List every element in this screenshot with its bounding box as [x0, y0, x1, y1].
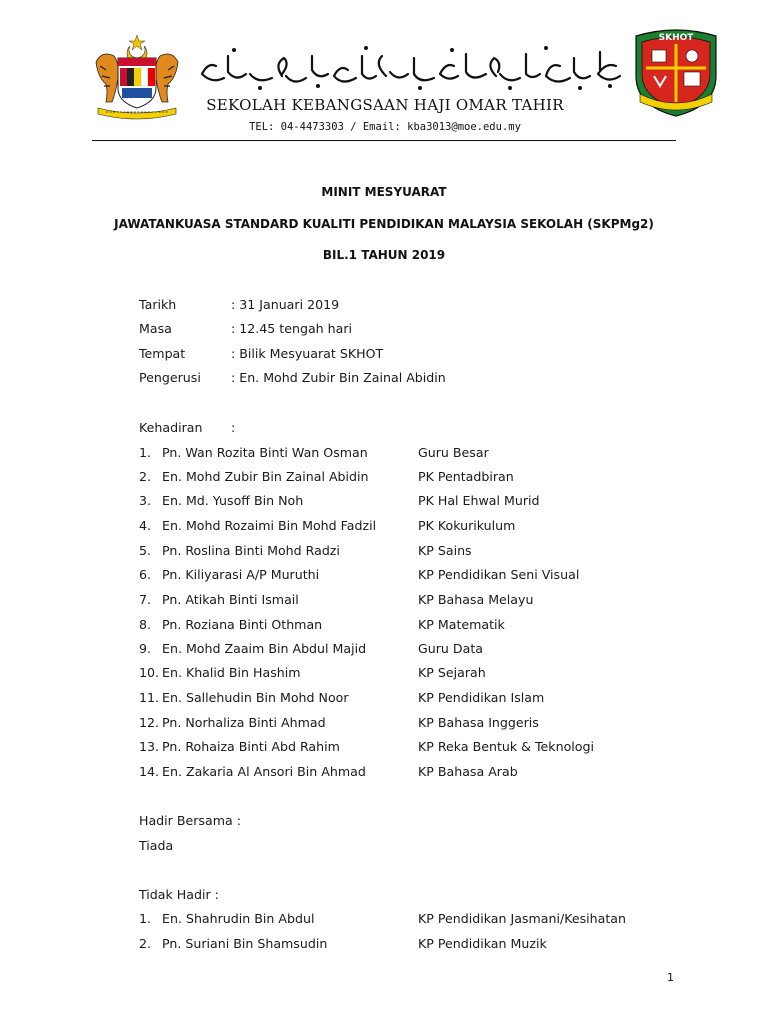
school-contact: TEL: 04-4473303 / Email: kba3013@moe.edu.my [249, 121, 521, 133]
malaysia-coat-of-arms-icon [92, 32, 182, 122]
attendance-colon: : [231, 420, 236, 435]
attendee-name: Pn. Atikah Binti Ismail [162, 592, 299, 607]
header-divider [92, 140, 676, 141]
attendee-name: En. Mohd Zaaim Bin Abdul Majid [162, 641, 367, 656]
badge-text: SKHOT [658, 33, 694, 43]
list-item-number: 1. [139, 445, 152, 460]
attendee-role: KP Bahasa Arab [418, 764, 518, 779]
list-item-number: 7. [139, 592, 152, 607]
absentee-name: En. Shahrudin Bin Abdul [162, 911, 315, 926]
attendee-name: Pn. Kiliyarasi A/P Muruthi [162, 567, 320, 582]
reference-number: BIL.1 TAHUN 2019 [322, 248, 446, 262]
absentee-role: KP Pendidikan Muzik [418, 936, 547, 951]
guests-value: Tiada [139, 838, 174, 853]
absentee-role: KP Pendidikan Jasmani/Kesihatan [418, 911, 626, 926]
attendee-role: Guru Data [418, 641, 483, 656]
list-item-number: 2. [139, 936, 152, 951]
attendee-name: Pn. Rohaiza Binti Abd Rahim [162, 739, 340, 754]
list-item-number: 2. [139, 469, 152, 484]
attendee-role: KP Sains [418, 543, 472, 558]
attendee-name: Pn. Wan Rozita Binti Wan Osman [162, 445, 368, 460]
attendee-role: PK Pentadbiran [418, 469, 514, 484]
page-number: 1 [667, 971, 674, 984]
list-item-number: 10. [139, 665, 160, 680]
attendee-name: En. Sallehudin Bin Mohd Noor [162, 690, 349, 705]
date-value: : 31 Januari 2019 [231, 297, 340, 312]
attendee-role: Guru Besar [418, 445, 489, 460]
attendee-name: En. Mohd Rozaimi Bin Mohd Fadzil [162, 518, 377, 533]
list-item-number: 6. [139, 567, 152, 582]
attendee-name: Pn. Roslina Binti Mohd Radzi [162, 543, 340, 558]
school-badge-icon [632, 28, 720, 118]
attendee-name: En. Zakaria Al Ansori Bin Ahmad [162, 764, 366, 779]
list-item-number: 14. [139, 764, 160, 779]
school-name: SEKOLAH KEBANGSAAN HAJI OMAR TAHIR [206, 96, 564, 114]
attendee-role: KP Pendidikan Islam [418, 690, 545, 705]
attendee-role: PK Hal Ehwal Murid [418, 493, 540, 508]
attendee-role: KP Bahasa Inggeris [418, 715, 539, 730]
list-item-number: 12. [139, 715, 160, 730]
guests-heading: Hadir Bersama : [139, 813, 241, 828]
chair-label: Pengerusi [139, 370, 201, 385]
attendee-role: KP Bahasa Melayu [418, 592, 534, 607]
attendee-role: PK Kokurikulum [418, 518, 516, 533]
absent-heading: Tidak Hadir : [139, 887, 219, 902]
attendance-heading: Kehadiran [139, 420, 203, 435]
attendee-name: En. Mohd Zubir Bin Zainal Abidin [162, 469, 369, 484]
list-item-number: 11. [139, 690, 160, 705]
time-value: : 12.45 tengah hari [231, 321, 353, 336]
attendee-role: KP Reka Bentuk & Teknologi [418, 739, 594, 754]
list-item-number: 4. [139, 518, 152, 533]
attendee-name: En. Md. Yusoff Bin Noh [162, 493, 304, 508]
jawi-script-icon [190, 40, 630, 98]
attendee-role: KP Pendidikan Seni Visual [418, 567, 580, 582]
absentee-name: Pn. Suriani Bin Shamsudin [162, 936, 328, 951]
attendee-name: Pn. Norhaliza Binti Ahmad [162, 715, 326, 730]
list-item-number: 8. [139, 617, 152, 632]
list-item-number: 5. [139, 543, 152, 558]
venue-label: Tempat [139, 346, 186, 361]
attendee-role: KP Sejarah [418, 665, 486, 680]
attendee-name: Pn. Roziana Binti Othman [162, 617, 323, 632]
venue-value: : Bilik Mesyuarat SKHOT [231, 346, 384, 361]
chair-value: : En. Mohd Zubir Bin Zainal Abidin [231, 370, 446, 385]
attendee-name: En. Khalid Bin Hashim [162, 665, 301, 680]
list-item-number: 9. [139, 641, 152, 656]
list-item-number: 13. [139, 739, 160, 754]
attendee-role: KP Matematik [418, 617, 505, 632]
time-label: Masa [139, 321, 172, 336]
list-item-number: 1. [139, 911, 152, 926]
date-label: Tarikh [139, 297, 177, 312]
committee-title: JAWATANKUASA STANDARD KUALITI PENDIDIKAN MALAYSIA SEKOLAH (SKPMg2) [114, 217, 654, 231]
document-title: MINIT MESYUARAT [321, 185, 447, 199]
list-item-number: 3. [139, 493, 152, 508]
